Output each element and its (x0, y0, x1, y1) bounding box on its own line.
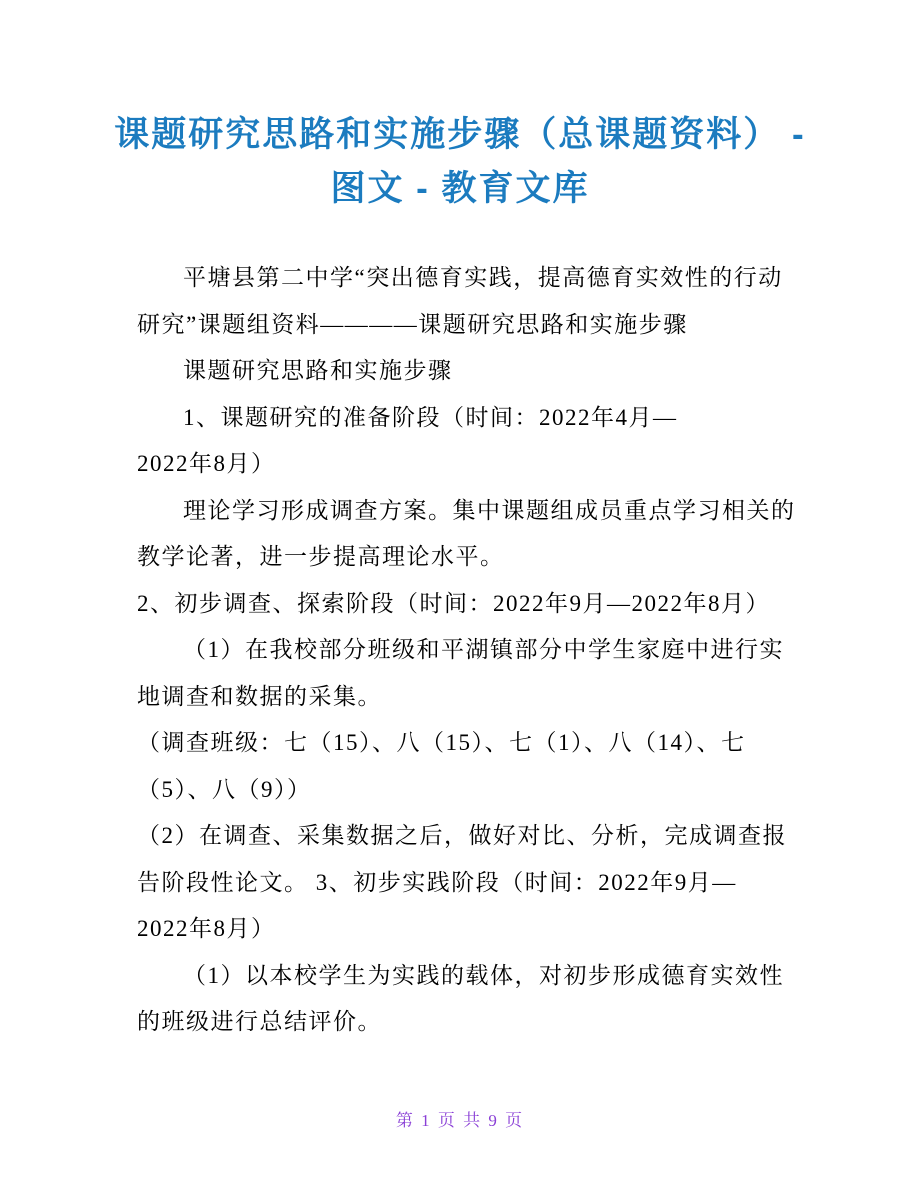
text-line: （2）在调查、采集数据之后，做好对比、分析，完成调查报 (137, 823, 787, 848)
footer-page-indicator: 第 1 页 共 9 页 (395, 1111, 525, 1130)
text-line: 研究”课题组资料————课题研究思路和实施步骤 (137, 311, 688, 337)
document-body (137, 255, 837, 1046)
page-footer (0, 1108, 920, 1134)
text-line: 1、课题研究的准备阶段（时间：2022年4月— (183, 404, 678, 430)
text-line: 教学论著，进一步提高理论水平。 (137, 544, 505, 569)
text-line: 告阶段性论文。 3、初步实践阶段（时间：2022年9月— (137, 869, 737, 895)
text-line: （5）、八（9）） (137, 776, 312, 802)
text-line: （调查班级：七（15）、八（15）、七（1）、八（14）、七 (137, 730, 746, 755)
title-line-1: 课题研究思路和实施步骤（总课题资料） - (114, 115, 806, 154)
text-line: （1）以本校学生为实践的载体，对初步形成德育实效性 (183, 962, 784, 988)
text-line: 地调查和数据的采集。 (137, 683, 382, 709)
text-line: 的班级进行总结评价。 (137, 1009, 382, 1034)
title-line-2: 图文 - 教育文库 (330, 169, 590, 208)
text-line: 2022年8月） (137, 451, 276, 476)
text-line: 2、初步调查、探索阶段（时间：2022年9月—2022年8月） (137, 590, 770, 616)
text-line: （1）在我校部分班级和平湖镇部分中学生家庭中进行实 (183, 637, 784, 662)
text-line: 理论学习形成调查方案。集中课题组成员重点学习相关的 (183, 497, 796, 523)
text-line: 平塘县第二中学“突出德育实践，提高德育实效性的行动 (183, 265, 783, 290)
document-title (60, 108, 860, 216)
text-line: 课题研究思路和实施步骤 (183, 358, 453, 383)
text-line: 2022年8月） (137, 916, 276, 941)
